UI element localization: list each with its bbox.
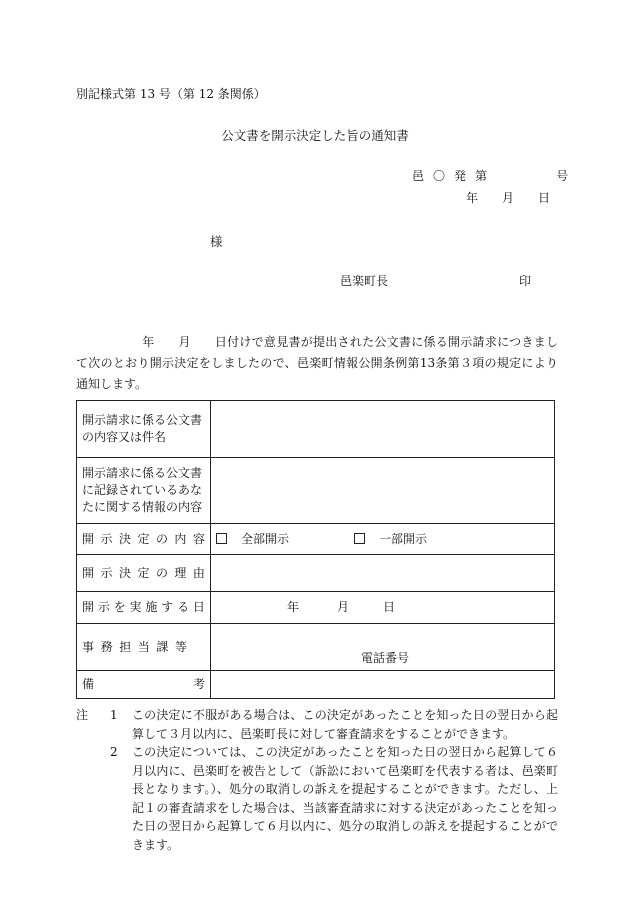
body-paragraph: 年 月 日付けで意見書が提出された公文書に係る開示請求につきまして次のとおり開示決定をしましたので、邑楽町情報公開条例第13条第３項の規定により通知します。 (76, 335, 558, 391)
partial-disclosure-checkbox[interactable] (354, 533, 365, 544)
table-row (77, 555, 555, 592)
row-label: 事 務 担 当 課 等 (77, 624, 211, 671)
row-label: 開 示 決 定 の 内 容 (77, 524, 211, 555)
table-row (77, 458, 555, 524)
phone-label: 電話番号 (361, 651, 410, 666)
department-cell (211, 624, 555, 671)
row-label: 開 示 決 定 の 理 由 (77, 555, 211, 592)
form-id: 別記様式第 13 号（第 12 条関係） (76, 87, 266, 101)
remarks-cell (211, 671, 555, 699)
personal-info-cell (211, 458, 555, 524)
full-disclosure-label: 全部開示 (241, 531, 290, 546)
table-row (77, 524, 555, 555)
recipient-suffix: 様 (210, 234, 223, 249)
decision-content-cell (211, 524, 555, 555)
row-label: 開示請求に係る公文書に記録されているあなたに関する情報の内容 (77, 458, 211, 524)
row-label: 備 考 (77, 671, 211, 699)
note-item: 注 1 この決定に不服がある場合は、この決定があったことを知った日の翌日から起算して３月以内に、邑楽町長に対して審査請求をすることができます。 (76, 708, 558, 741)
row-label: 開示請求に係る公文書の内容又は件名 (77, 401, 211, 458)
partial-disclosure-label: 一部開示 (379, 531, 428, 546)
document-date: 年 月 日 (466, 191, 551, 205)
disclosure-table (76, 400, 555, 699)
sender-name: 邑楽町長 (340, 274, 389, 288)
document-number: 邑 〇 発 第 号 (412, 169, 569, 183)
notes-section (76, 706, 558, 854)
table-row (77, 401, 555, 458)
full-disclosure-checkbox[interactable] (216, 533, 227, 544)
table-row (77, 592, 555, 624)
table-row (77, 624, 555, 671)
document-title: 公文書を開示決定した旨の通知書 (221, 128, 409, 143)
row-label: 開 示 を 実 施 す る 日 (77, 592, 211, 624)
table-row (77, 671, 555, 699)
seal-mark: 印 (519, 274, 532, 288)
note-item: 2 この決定については、この決定があったことを知った日の翌日から起算して６月以内に、邑楽町を被告として（訴訟において邑楽町を代表する者は、邑楽町長となります。）、処分の取消しの訴えを提起することができます。ただし、上記１の審査請求をした場合は、当該審査請求に対する決定があったことを知った日の翌日から起算して６月以内に、処分の取消しの訴えを提起することができます。 (110, 745, 558, 852)
request-content-cell (211, 401, 555, 458)
implementation-date-cell: 年 月 日 (211, 592, 555, 624)
decision-reason-cell (211, 555, 555, 592)
